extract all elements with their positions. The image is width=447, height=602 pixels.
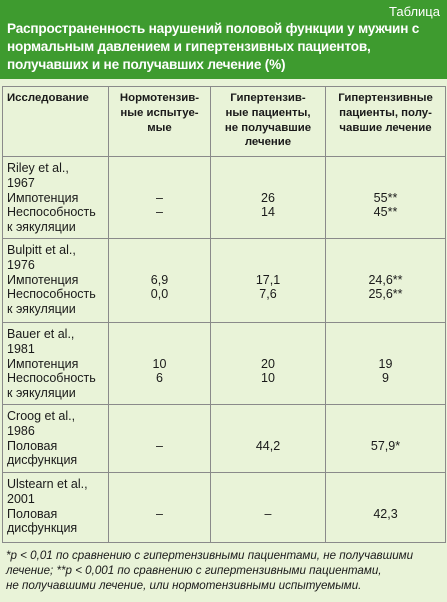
column-header	[211, 87, 326, 157]
study-cell	[3, 405, 109, 473]
treated-cell	[326, 157, 446, 239]
item-name: Импотенция	[7, 272, 79, 287]
footnote	[6, 548, 442, 592]
study-year: 2001	[7, 491, 35, 506]
untreated-cell	[211, 239, 326, 323]
value: 55**	[373, 190, 398, 205]
item-name: Неспособность	[7, 205, 96, 220]
item-name: Неспособность	[7, 371, 96, 386]
item-name: Импотенция	[7, 190, 79, 205]
value: 10	[261, 371, 275, 386]
value: –	[156, 190, 163, 205]
normotensive-cell	[109, 473, 211, 543]
footnote-line: лечение; **p < 0,001 по сравнению с гипертензивными пациентами,	[6, 563, 382, 577]
study-cell	[3, 323, 109, 405]
normotensive-cell	[109, 323, 211, 405]
study-cell	[3, 239, 109, 323]
value: 25,6**	[368, 287, 403, 302]
value: 20	[261, 356, 275, 371]
study-year: 1986	[7, 423, 35, 438]
study-name: Bauer et al.,	[7, 327, 75, 341]
table-row	[3, 157, 446, 239]
study-cell	[3, 473, 109, 543]
table-label: Таблица	[389, 4, 440, 19]
item-name: дисфункция	[7, 453, 78, 468]
column-header	[3, 87, 109, 157]
header-line: лечение	[244, 136, 292, 149]
table-header-banner	[0, 0, 447, 79]
value: –	[156, 205, 163, 220]
study-year: 1967	[7, 175, 35, 190]
study-cell	[3, 157, 109, 239]
study-year: 1981	[7, 341, 35, 356]
value: 45**	[373, 205, 398, 220]
study-year: 1976	[7, 257, 35, 272]
item-name: Половая	[7, 438, 58, 453]
value: –	[156, 506, 163, 521]
value: 42,3	[373, 506, 398, 521]
value: 26	[261, 190, 275, 205]
value: –	[156, 438, 163, 453]
item-name: Половая	[7, 506, 58, 521]
table-row	[3, 323, 446, 405]
table-row	[3, 473, 446, 543]
value: 19	[378, 356, 393, 371]
footnote-line: *p < 0,01 по сравнению с гипертензивными пациентами, не получавшими	[6, 549, 414, 562]
header-line: Исследование	[7, 92, 89, 104]
value: 57,9*	[370, 438, 401, 453]
treated-cell	[326, 323, 446, 405]
value: 44,2	[255, 438, 281, 453]
item-name: дисфункция	[7, 521, 78, 536]
table-row	[3, 239, 446, 323]
value: 9	[382, 371, 389, 386]
treated-cell	[326, 405, 446, 473]
treated-cell	[326, 473, 446, 543]
column-header	[326, 87, 446, 157]
header-line: пациенты, полу-	[339, 106, 432, 119]
value: 24,6**	[368, 272, 403, 287]
untreated-cell	[211, 323, 326, 405]
footnote-line: не получавшими лечение, или нормотензивными испытуемыми.	[6, 578, 362, 592]
value: 7,6	[259, 287, 277, 302]
header-line: не получавшие	[224, 121, 312, 134]
header-line: чавшие лечение	[339, 121, 432, 134]
normotensive-cell	[109, 157, 211, 239]
study-name: Croog et al.,	[7, 409, 76, 423]
item-name: к эякуляции	[7, 302, 76, 317]
value: 17,1	[255, 272, 281, 287]
value: 0,0	[150, 287, 169, 302]
normotensive-cell	[109, 239, 211, 323]
value: 6,9	[150, 272, 169, 287]
untreated-cell	[211, 157, 326, 239]
table-title: Распространенность нарушений половой функции у мужчин с нормальным давлением и гипертензивных пациентов, получавших и не получавших лечение (%)	[7, 21, 420, 72]
header-line: Гипертензив-	[230, 92, 306, 104]
table-row	[3, 405, 446, 473]
normotensive-cell	[109, 405, 211, 473]
study-name: Bulpitt et al.,	[7, 243, 76, 257]
value: 14	[261, 205, 275, 220]
untreated-cell	[211, 405, 326, 473]
untreated-cell	[211, 473, 326, 543]
header-line: ные пациенты,	[225, 106, 311, 119]
header-line: ные испытуе-	[120, 106, 199, 119]
value: 6	[156, 371, 163, 386]
value: 10	[152, 356, 167, 371]
treated-cell	[326, 239, 446, 323]
column-header	[109, 87, 211, 157]
item-name: Импотенция	[7, 356, 79, 371]
header-line: Гипертензивные	[338, 92, 433, 104]
data-table	[2, 86, 446, 543]
item-name: к эякуляции	[7, 220, 76, 235]
study-name: Ulstearn et al.,	[7, 477, 88, 491]
header-line: Нормотензив-	[119, 92, 200, 104]
study-name: Riley et al.,	[7, 161, 69, 175]
item-name: Неспособность	[7, 287, 96, 302]
header-line: мые	[147, 121, 172, 134]
header-row	[3, 87, 446, 157]
item-name: к эякуляции	[7, 386, 76, 401]
value: –	[264, 506, 272, 521]
